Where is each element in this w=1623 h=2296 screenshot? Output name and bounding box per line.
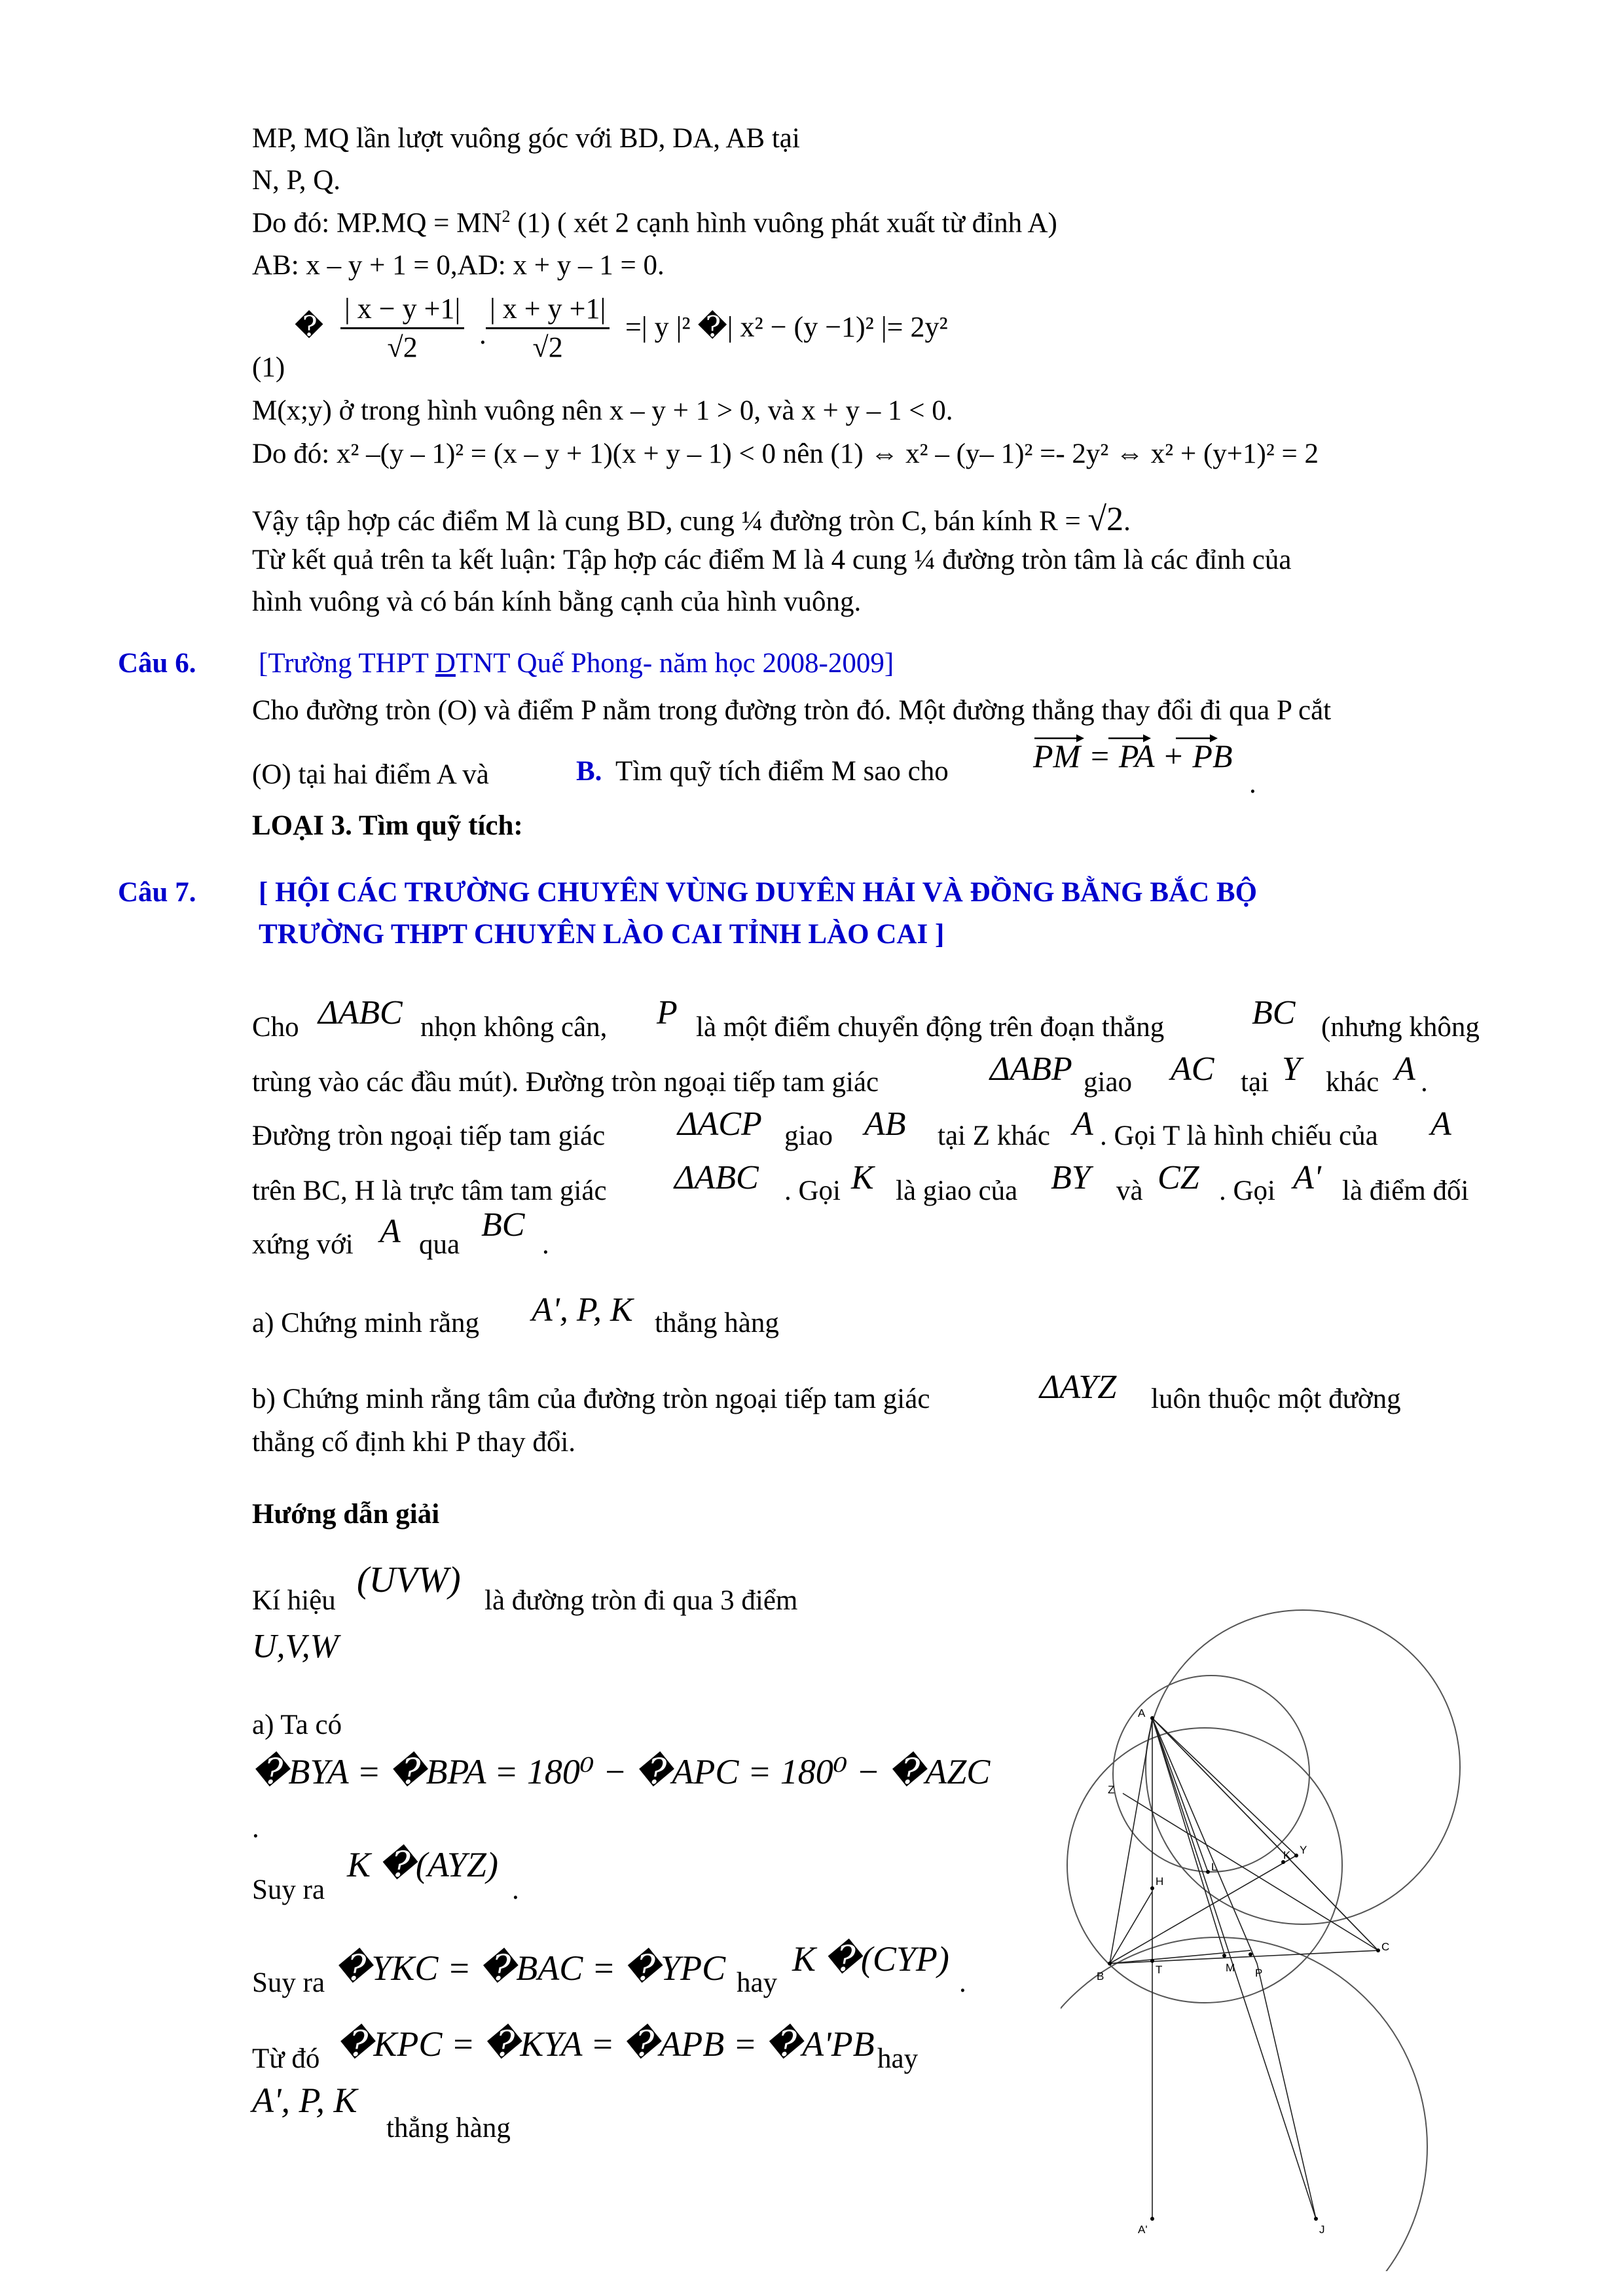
- text-fragment: xứng với: [252, 1229, 354, 1260]
- line-ak: [1152, 1718, 1208, 1872]
- text-fragment: là đường tròn đi qua 3 điểm: [484, 1585, 798, 1616]
- fraction-numerator: | x − y +1|: [340, 295, 464, 329]
- fraction-1: [340, 295, 464, 362]
- text-fragment: Đường tròn ngoại tiếp tam giác: [252, 1121, 606, 1151]
- question-7-source-line1: [ HỘI CÁC TRƯỜNG CHUYÊN VÙNG DUYÊN HẢI VÀ ĐỒNG BẰNG BẮC BỘ: [259, 877, 1258, 908]
- line-cz: [1123, 1793, 1378, 1950]
- section-title: LOẠI 3. Tìm quỹ tích:: [252, 810, 523, 841]
- math-symbol: A: [1072, 1105, 1093, 1143]
- equation: �KPC = �KYA = �APB = �A'PB: [337, 2024, 875, 2064]
- line-ap: [1152, 1718, 1257, 1964]
- text-fragment: tại Z khác: [938, 1121, 1050, 1151]
- text-fragment: tại: [1241, 1067, 1269, 1098]
- text-fragment: .: [1421, 1067, 1428, 1098]
- point-c: [1376, 1948, 1380, 1952]
- text-line: [252, 208, 1057, 237]
- line-ay: [1152, 1718, 1296, 1856]
- text-line: Cho đường tròn (O) và điểm P nằm trong đường tròn đó. Một đường thẳng thay đổi đi qua P cắt: [252, 695, 1332, 726]
- text-fragment: giao: [1084, 1067, 1133, 1098]
- math-symbol: ΔAYZ: [1040, 1369, 1117, 1406]
- equation: �YKC = �BAC = �YPC: [335, 1948, 726, 1988]
- math-symbol: P: [657, 994, 678, 1031]
- question-7-source-line2: TRƯỜNG THPT CHUYÊN LÀO CAI TỈNH LÀO CAI ]: [259, 919, 945, 950]
- vector-equation: [1033, 732, 1233, 774]
- math-symbol: K �(CYP): [792, 1939, 949, 1979]
- text-fragment: .: [959, 1967, 966, 1998]
- text-line: Do đó: x² –(y – 1)² = (x – y + 1)(x + y – 1) < 0 nên (1) ⇔ x² – (y– 1)² =- 2y² ⇔ x² + (y+1)² = 2: [252, 439, 1319, 469]
- math-symbol: BY: [1051, 1159, 1091, 1196]
- label-b: B: [1097, 1970, 1104, 1982]
- text-line: N, P, Q.: [252, 165, 341, 196]
- text-fragment: . Gọi: [784, 1175, 841, 1206]
- text-fragment: a) Ta có: [252, 1710, 342, 1740]
- question-6-source: [259, 649, 894, 677]
- text-fragment: giao: [784, 1121, 833, 1151]
- label-a: A: [1138, 1707, 1146, 1719]
- text-fragment: . Gọi: [1219, 1175, 1275, 1206]
- fraction-denominator: √2: [387, 331, 418, 363]
- math-symbol: ΔACP: [678, 1105, 762, 1143]
- math-symbol: AB: [864, 1105, 906, 1143]
- text-fragment: Suy ra: [252, 1874, 325, 1905]
- math-symbol: A', P, K: [252, 2081, 357, 2120]
- label-k: K: [1283, 1849, 1291, 1861]
- equation-marker: �: [295, 312, 324, 342]
- question-7-label: Câu 7.: [118, 877, 196, 908]
- point-b-label: B.: [576, 756, 602, 787]
- point-l: [1206, 1870, 1210, 1874]
- text-fragment: trên BC, H là trực tâm tam giác: [252, 1175, 607, 1206]
- text-fragment: b) Chứng minh rằng tâm của đường tròn ngoại tiếp tam giác: [252, 1384, 930, 1414]
- circle-big: [1146, 1610, 1460, 1924]
- text-fragment: .: [1249, 768, 1256, 799]
- text-fragment: khác: [1326, 1067, 1379, 1098]
- text-fragment: Do đó: MP.MQ = MN: [252, 207, 502, 239]
- math-symbol: AC: [1171, 1050, 1214, 1088]
- text-fragment: .: [252, 1813, 259, 1844]
- sqrt-two: √2: [1087, 501, 1124, 538]
- math-symbol: BC: [481, 1206, 525, 1244]
- text-fragment: TNT Quế Phong- năm học 2008-2009]: [455, 648, 894, 679]
- text-line: Tìm quỹ tích điểm M sao cho: [615, 756, 949, 787]
- text-fragment: Suy ra: [252, 1967, 325, 1998]
- line-pj: [1257, 1964, 1316, 2219]
- text-fragment: Vậy tập hợp các điểm M là cung BD, cung ¼ đường tròn C, bán kính R =: [252, 506, 1081, 537]
- superscript: 2: [501, 207, 511, 226]
- point-y: [1294, 1854, 1298, 1857]
- text-fragment: là điểm đối: [1342, 1175, 1469, 1206]
- text-fragment: [Trường THPT: [259, 648, 435, 679]
- question-6-label: Câu 6.: [118, 648, 196, 679]
- text-line: AB: x – y + 1 = 0,AD: x + y – 1 = 0.: [252, 250, 665, 281]
- text-fragment: .: [512, 1874, 519, 1905]
- text-line: M(x;y) ở trong hình vuông nên x – y + 1 > 0, và x + y – 1 < 0.: [252, 395, 953, 426]
- math-symbol: Y: [1282, 1050, 1301, 1088]
- label-p: P: [1255, 1967, 1263, 1979]
- equation-dot: .: [479, 319, 486, 350]
- text-line: (1): [252, 352, 285, 383]
- math-symbol: ΔABC: [318, 994, 403, 1031]
- math-symbol: (UVW): [357, 1560, 461, 1600]
- text-fragment: qua: [419, 1229, 460, 1260]
- math-symbol: ΔABP: [990, 1050, 1072, 1088]
- text-fragment: . Gọi T là hình chiếu của: [1100, 1121, 1378, 1151]
- text-fragment: thẳng cố định khi P thay đổi.: [252, 1427, 576, 1458]
- text-line: (O) tại hai điểm A và: [252, 759, 489, 790]
- text-fragment: Từ đó: [252, 2043, 320, 2074]
- text-fragment: nhọn không cân,: [420, 1012, 608, 1043]
- label-t: T: [1156, 1964, 1163, 1976]
- math-symbol: BC: [1252, 994, 1296, 1031]
- fraction-denominator: √2: [532, 331, 563, 363]
- label-z: Z: [1108, 1784, 1115, 1796]
- point-b: [1108, 1962, 1112, 1965]
- math-symbol: A', P, K: [532, 1291, 633, 1329]
- text-fragment: (1) ( xét 2 cạnh hình vuông phát xuất từ đỉnh A): [510, 207, 1057, 239]
- geometry-figure: [1061, 1597, 1519, 2271]
- point-j: [1314, 2217, 1318, 2221]
- circle-bottom: [1061, 1937, 1427, 2271]
- text-line: Từ kết quả trên ta kết luận: Tập hợp các điểm M là 4 cung ¼ đường tròn tâm là các đỉnh của: [252, 545, 1292, 575]
- text-fragment: (nhưng không: [1321, 1012, 1480, 1043]
- math-symbol: K �(AYZ): [347, 1845, 498, 1884]
- solution-title: Hướng dẫn giải: [252, 1499, 440, 1530]
- line-ac: [1152, 1718, 1378, 1950]
- text-fragment: Cho: [252, 1012, 299, 1043]
- text-fragment: D: [435, 648, 456, 679]
- point-p: [1249, 1952, 1252, 1956]
- point-a-prime: [1150, 2217, 1154, 2221]
- label-j: J: [1319, 2223, 1325, 2236]
- label-a-prime: A': [1138, 2223, 1148, 2236]
- text-fragment: là giao của: [896, 1175, 1018, 1206]
- text-fragment: hay: [877, 2043, 919, 2074]
- text-fragment: Kí hiệu: [252, 1585, 336, 1616]
- label-h: H: [1156, 1875, 1164, 1888]
- triangle-abc: [1110, 1718, 1378, 1964]
- fraction-2: [486, 295, 610, 362]
- math-symbol: A': [1293, 1159, 1321, 1196]
- text-fragment: thẳng hàng: [655, 1308, 779, 1338]
- label-m: M: [1226, 1962, 1235, 1974]
- text-fragment: trùng vào các đầu mút). Đường tròn ngoại tiếp tam giác: [252, 1067, 879, 1098]
- math-symbol: U,V,W: [252, 1628, 338, 1665]
- point-a: [1150, 1716, 1154, 1720]
- point-t: [1150, 1959, 1154, 1963]
- fraction-numerator: | x + y +1|: [486, 295, 610, 329]
- label-c: C: [1381, 1941, 1390, 1953]
- text-fragment: và: [1116, 1175, 1143, 1206]
- text-fragment: thẳng hàng: [386, 2113, 511, 2144]
- text-fragment: .: [542, 1229, 549, 1260]
- label-y: Y: [1300, 1844, 1307, 1856]
- text-fragment: là một điểm chuyển động trên đoạn thẳng: [696, 1012, 1165, 1043]
- point-h: [1150, 1886, 1154, 1890]
- math-symbol: A: [380, 1213, 401, 1250]
- text-fragment: a) Chứng minh rằng: [252, 1308, 479, 1338]
- text-line: MP, MQ lần lượt vuông góc với BD, DA, AB tại: [252, 123, 800, 154]
- text-fragment: hay: [737, 1967, 778, 1998]
- text-fragment: .: [1123, 506, 1131, 537]
- text-fragment: luôn thuộc một đường: [1151, 1384, 1401, 1414]
- math-symbol: A: [1395, 1050, 1415, 1088]
- math-symbol: K: [851, 1159, 874, 1196]
- label-l: L: [1211, 1861, 1218, 1873]
- circle-left: [1067, 1728, 1342, 2003]
- equation-rhs: =| y |² �| x² − (y −1)² |= 2y²: [625, 311, 948, 343]
- text-line: [252, 503, 1131, 537]
- math-symbol: ΔABC: [674, 1159, 759, 1196]
- text-line: hình vuông và có bán kính bằng cạnh của hình vuông.: [252, 586, 862, 617]
- vector-equation-text: PM = PA + PB: [1033, 738, 1233, 774]
- math-symbol: CZ: [1158, 1159, 1199, 1196]
- equation: �BYA = �BPA = 180⁰ − �APC = 180⁰ − �AZC: [252, 1752, 991, 1791]
- math-symbol: A: [1431, 1105, 1451, 1143]
- point-m: [1222, 1954, 1226, 1958]
